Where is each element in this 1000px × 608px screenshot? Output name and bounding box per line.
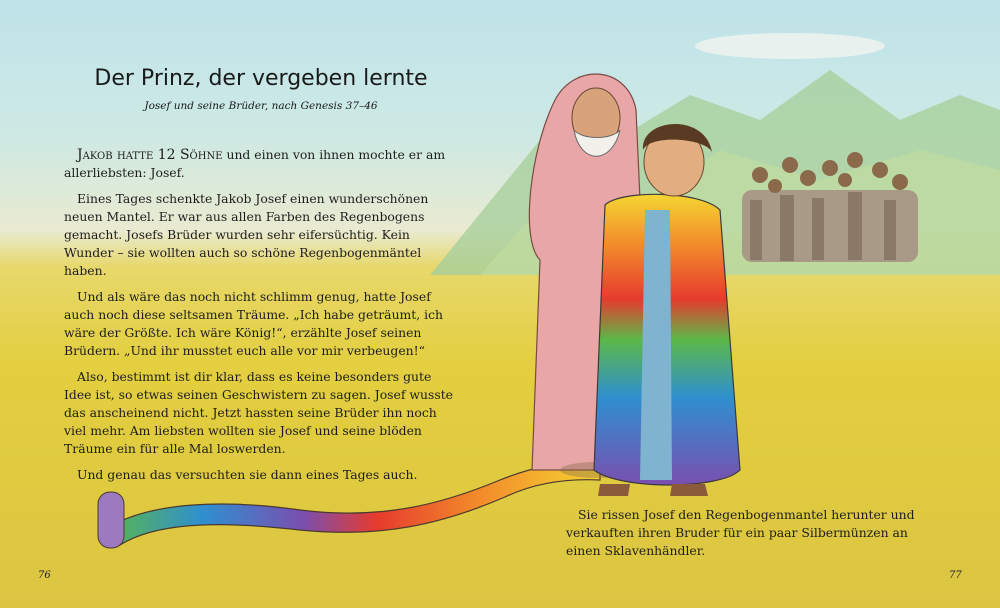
- paragraph-5: Und genau das versuchten sie dann eines Tages auch.: [77, 467, 418, 482]
- coat-train: [104, 463, 600, 545]
- page-number-right: 77: [949, 570, 962, 581]
- paragraph-1-text: und einen von ihnen mochte er am allerliebsten: Josef.: [64, 147, 446, 180]
- paragraph-3: Und als wäre das noch nicht schlimm genug, hatte Josef auch noch diese seltsamen Träume. „Ich habe geträumt, ich wäre der Größte. Ich wäre König!“, erzählte Josef seinen Brüdern. „Und ihr musstet euch alle vor mir verbeugen!“: [64, 289, 444, 358]
- story-title: Der Prinz, der vergeben lernte: [94, 66, 428, 91]
- paragraph-2: Eines Tages schenkte Jakob Josef einen wunderschönen neuen Mantel. Er war aus allen Farben des Regenbogens gemacht. Josefs Brüder wurden sehr eifersüchtig. Kein Wunder – sie wollten auch so schöne Regenbogenmäntel haben.: [64, 191, 429, 278]
- page-number-left: 76: [38, 570, 51, 581]
- story-subtitle: Josef und seine Brüder, nach Genesis 37–46: [144, 100, 378, 112]
- brothers-group: [742, 152, 918, 262]
- illustration-caption: Sie rissen Josef den Regenbogenmantel herunter und verkauften ihren Bruder für ein paar Silbermünzen an einen Sklavenhändler.: [566, 507, 915, 558]
- paragraph-4: Also, bestimmt ist dir klar, dass es keine besonders gute Idee ist, so etwas seinen Geschwistern zu sagen. Josef wusste das anscheinend nicht. Jetzt hassten seine Brüder ihn noch viel mehr. Am liebsten wollten sie Josef und seine blöden Träume ein für alle Mal loswerden.: [64, 369, 454, 456]
- paragraph-1-lead: Jakob hatte 12 Söhne: [77, 147, 223, 163]
